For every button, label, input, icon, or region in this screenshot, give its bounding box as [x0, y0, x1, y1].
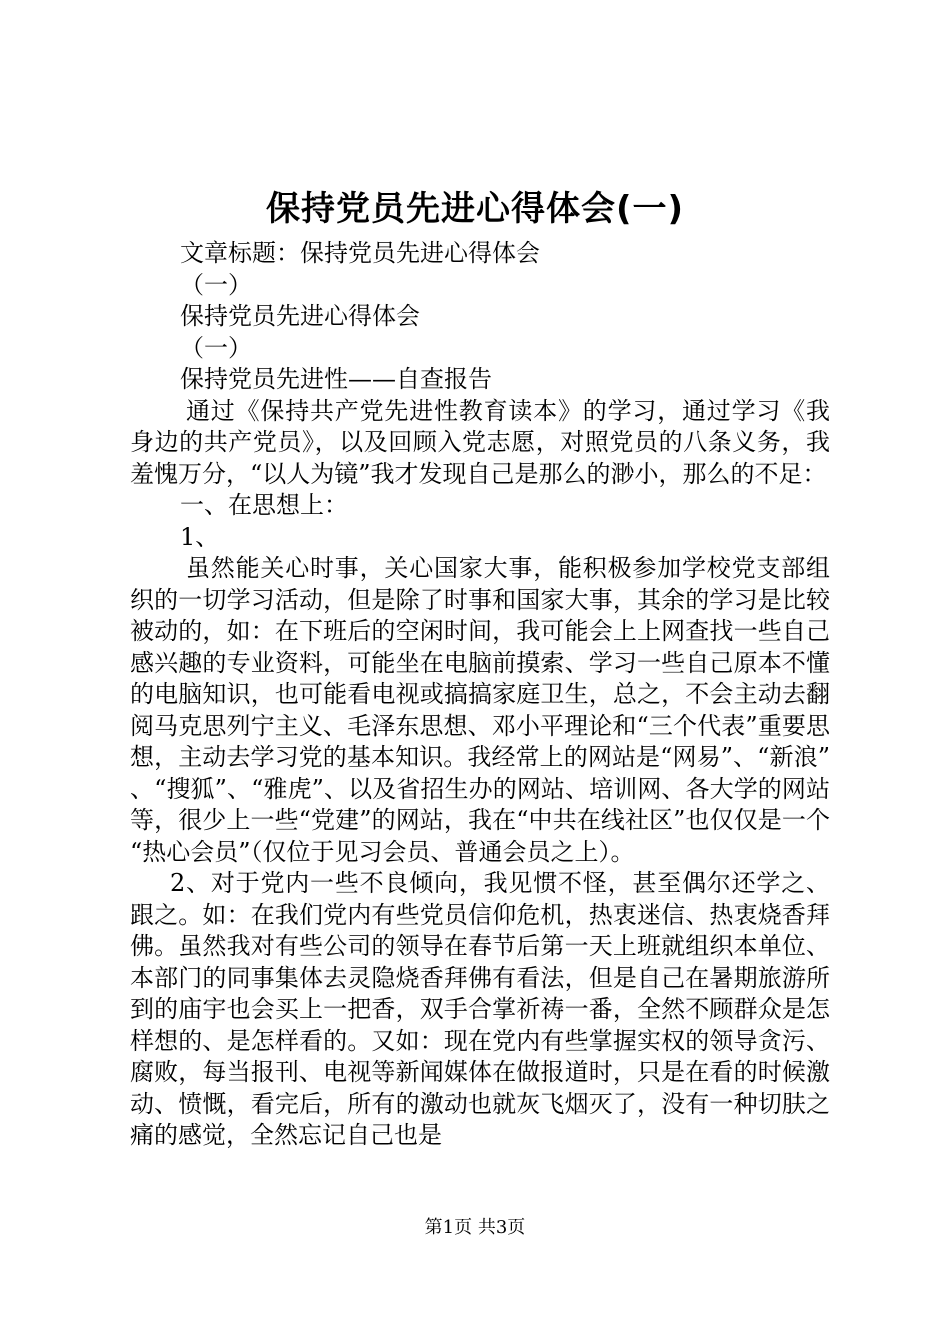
item-2-paragraph: 2、对于党内一些不良倾向，我见惯不怪，甚至偶尔还学之、跟之。如：在我们党内有些党员信仰危机，热衷迷信、热衷烧香拜佛。虽然我对有些公司的领导在春节后第一天上班就组织本单位、本部门的同事集体去灵隐烧香拜佛有看法，但是自己在暑期旅游所到的庙宇也会买上一把香，双手合掌祈祷一番，全然不顾群众是怎样想的、是怎样看的。又如：现在党内有些掌握实权的领导贪污、腐败，每当报刊、电视等新闻媒体在做报道时，只是在看的时候激动、愤慨，看完后，所有的激动也就灰飞烟灭了，没有一种切肤之痛的感觉，全然忘记自己也是: [130, 869, 830, 1149]
subtitle-line: 保持党员先进心得体会: [180, 302, 420, 330]
intro-paragraph: 通过《保持共产党先进性教育读本》的学习，通过学习《我身边的共产党员》，以及回顾入党志愿，对照党员的八条义务，我羞愧万分，“以人为镜”我才发现自己是那么的渺小，那么的不足：: [130, 396, 830, 488]
report-heading: 保持党员先进性——自查报告: [180, 365, 492, 393]
article-title-number: （一）: [180, 270, 252, 299]
subtitle-number: （一）: [180, 333, 252, 362]
item-1-paragraph: 虽然能关心时事，关心国家大事，能积极参加学校党支部组织的一切学习活动，但是除了时事和国家大事，其余的学习是比较被动的，如：在下班后的空闲时间，我可能会上上网查找一些自己感兴趣的专业资料，可能坐在电脑前摸索、学习一些自己原本不懂的电脑知识，也可能看电视或搞搞家庭卫生，总之，不会主动去翻阅马克思列宁主义、毛泽东思想、邓小平理论和“三个代表”重要思想，主动去学习党的基本知识。我经常上的网站是“网易”、“新浪”、“搜狐”、“雅虎”、以及省招生办的网站、培训网、各大学的网站等，很少上一些“党建”的网站，我在“中共在线社区”也仅仅是一个“热心会员”（仅位于见习会员、普通会员之上）。: [130, 554, 830, 866]
document-body: [130, 238, 830, 1152]
section-heading-thought: 一、在思想上：: [180, 491, 348, 519]
article-title-line: 文章标题：保持党员先进心得体会: [180, 239, 540, 267]
document-title: 保持党员先进心得体会(一): [265, 189, 685, 229]
page-footer: 第1页 共3页: [424, 1217, 526, 1238]
item-number-1: 1、: [180, 522, 220, 551]
